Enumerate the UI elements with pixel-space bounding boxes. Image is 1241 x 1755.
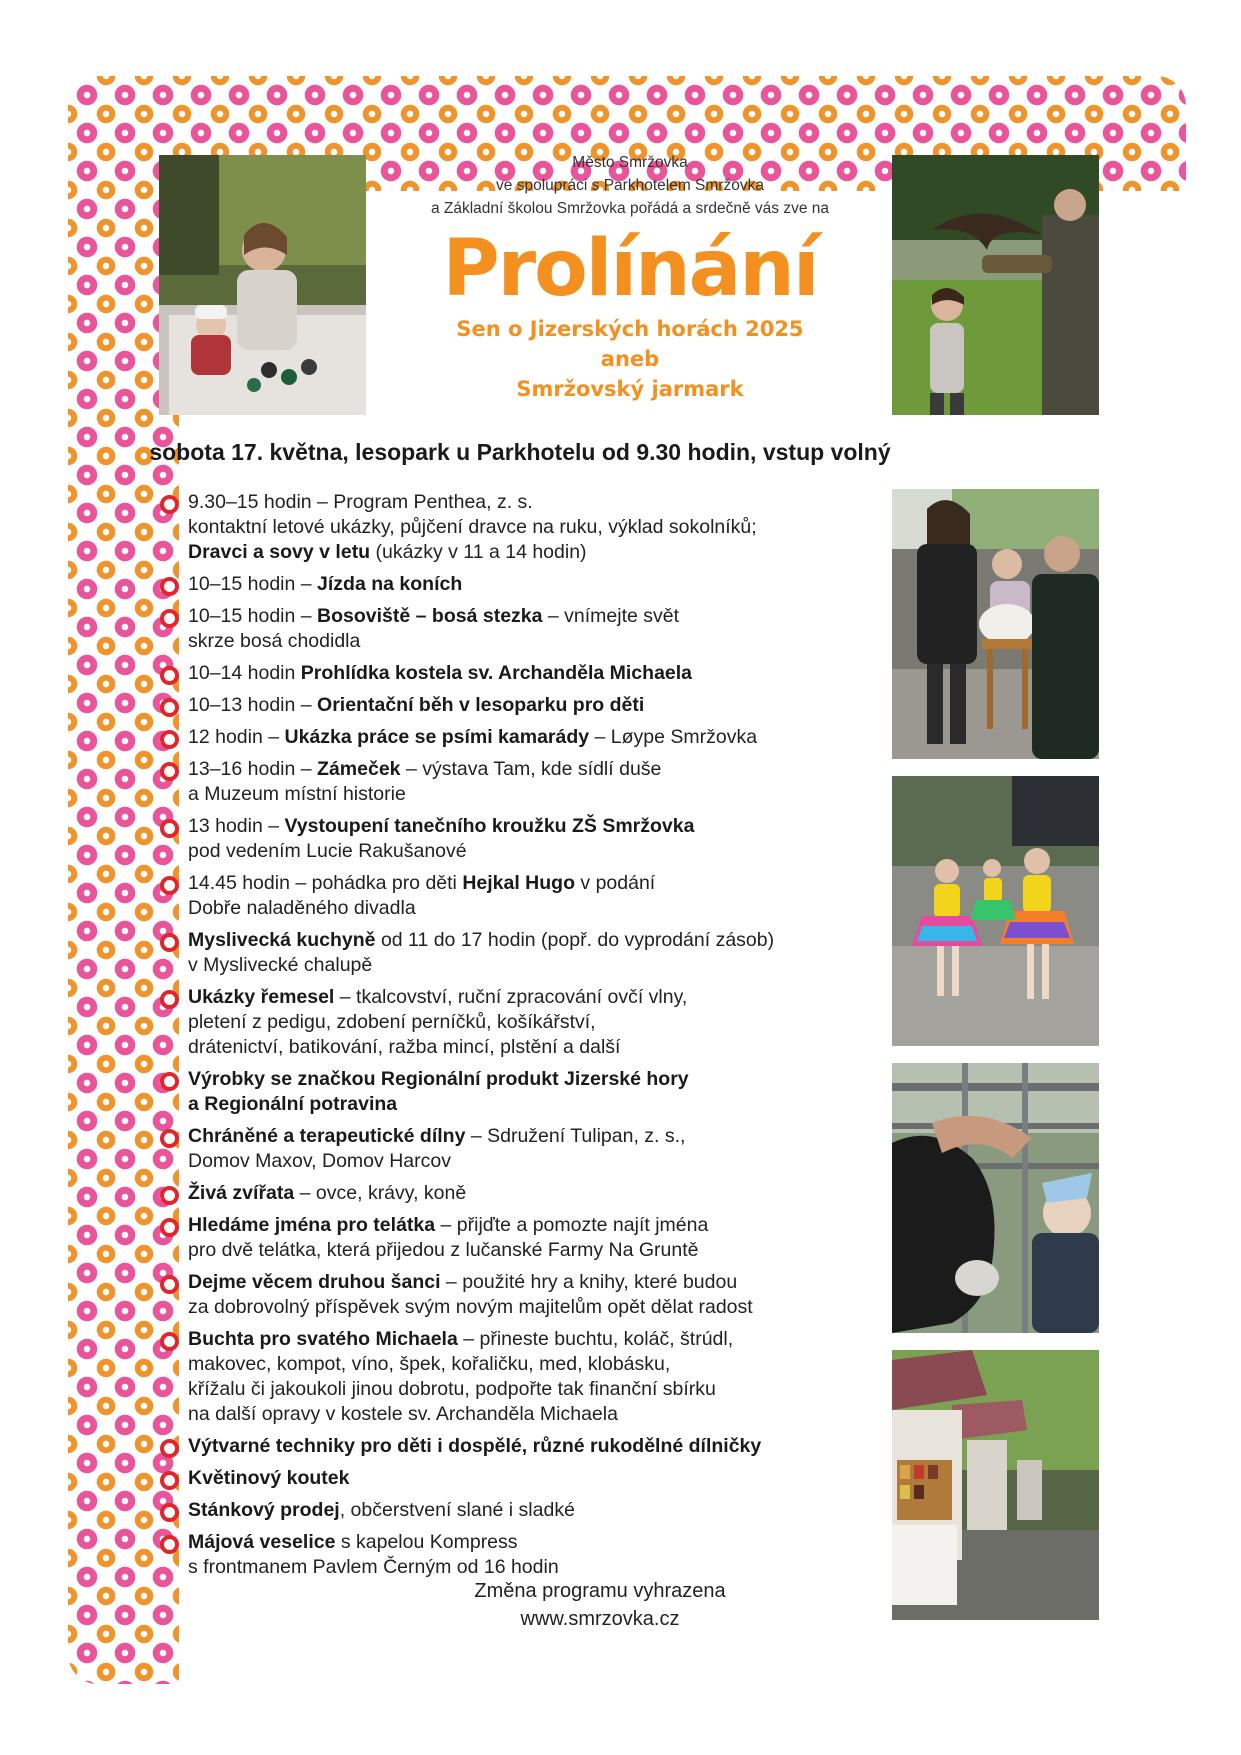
program-item: [158, 757, 878, 807]
program-text: – přineste buchtu, koláč, štrúdl,: [457, 1328, 734, 1350]
program-text: 13–16 hodin –: [188, 758, 318, 780]
program-item: [158, 1124, 878, 1174]
program-highlight: Výrobky se značkou Regionální produkt Jizerské hory: [188, 1068, 689, 1090]
program-highlight: Myslivecká kuchyně: [188, 929, 376, 951]
bullet-icon: [160, 698, 179, 717]
program-highlight: Květinový koutek: [188, 1467, 350, 1489]
bullet-icon: [160, 1072, 179, 1091]
program-highlight: Májová veselice: [188, 1531, 336, 1553]
program-item: [158, 1213, 878, 1263]
program-text: – Løype Smržovka: [589, 726, 758, 748]
program-highlight: Dravci a sovy v letu: [188, 541, 371, 563]
bullet-icon: [160, 1332, 179, 1351]
market-stalls-photo: [892, 1350, 1099, 1620]
children-crowd-photo: [892, 489, 1099, 759]
program-item-line: [188, 1092, 878, 1117]
program-text: pro dvě telátka, která přijedou z lučanské Farmy Na Gruntě: [188, 1239, 699, 1261]
event-subtitle-conjunction: aneb: [600, 347, 660, 371]
program-item-line: [188, 515, 878, 540]
program-item-line: [188, 953, 878, 978]
program-highlight: Chráněné a terapeutické dílny: [188, 1125, 466, 1147]
program-item-line: [188, 896, 878, 921]
program-item-line: [188, 1124, 878, 1149]
program-highlight: Hejkal Hugo: [462, 872, 575, 894]
program-text: – Sdružení Tulipan, z. s.,: [465, 1125, 686, 1147]
program-item: [158, 1466, 878, 1491]
program-item-line: [188, 757, 878, 782]
program-highlight: Orientační běh v lesoparku pro děti: [317, 694, 645, 716]
bullet-icon: [160, 1471, 179, 1490]
program-highlight: Prohlídka kostela sv. Archanděla Michaela: [300, 662, 693, 684]
craft-workshop-photo: [159, 155, 366, 415]
program-item: [158, 693, 878, 718]
program-text: Domov Maxov, Domov Harcov: [188, 1150, 451, 1172]
bullet-icon: [160, 1129, 179, 1148]
program-text: od 11 do 17 hodin (popř. do vyprodání zásob): [375, 929, 775, 951]
program-text: – vnímejte svět: [542, 605, 680, 627]
falconry-photo: [892, 155, 1099, 415]
program-text: pletení z pedigu, zdobení perníčků, košíkářství,: [188, 1011, 596, 1033]
bullet-icon: [160, 666, 179, 685]
program-item-line: [188, 1377, 878, 1402]
program-text: skrze bosá chodidla: [188, 630, 361, 652]
program-item: [158, 1498, 878, 1523]
bullet-icon: [160, 1439, 179, 1458]
bullet-icon: [160, 609, 179, 628]
bullet-icon: [160, 730, 179, 749]
program-change-note: Změna programu vyhrazena: [474, 1580, 726, 1602]
program-item: [158, 985, 878, 1060]
program-item-line: [188, 661, 878, 686]
program-text: s kapelou Kompress: [335, 1531, 518, 1553]
program-text: – ovce, krávy, koně: [294, 1182, 467, 1204]
program-text: (ukázky v 11 a 14 hodin): [370, 541, 587, 563]
bullet-icon: [160, 1218, 179, 1237]
program-item: [158, 928, 878, 978]
program-item-line: [188, 1434, 878, 1459]
website-link[interactable]: www.smrzovka.cz: [520, 1608, 680, 1630]
program-text: 13 hodin –: [188, 815, 285, 837]
program-text: v Myslivecké chalupě: [188, 954, 373, 976]
program-item-line: [188, 540, 878, 565]
program-item-line: [188, 1530, 878, 1555]
program-text: makovec, kompot, víno, špek, kořaličku, med, klobásku,: [188, 1353, 671, 1375]
program-text: za dobrovolný příspěvek svým novým majitelům opět dělat radost: [188, 1296, 753, 1318]
program-text: křížalu či jakoukoli jinou dobrotu, podpořte tak finanční sbírku: [188, 1378, 716, 1400]
program-highlight: Živá zvířata: [188, 1182, 295, 1204]
program-highlight: Buchta pro svatého Michaela: [188, 1328, 458, 1350]
program-text: a Muzeum místní historie: [188, 783, 406, 805]
program-item: [158, 1530, 878, 1580]
event-subtitle: Sen o Jizerských horách 2025: [456, 317, 804, 341]
program-item-line: [188, 693, 878, 718]
program-text: s frontmanem Pavlem Černým od 16 hodin: [188, 1556, 559, 1578]
program-highlight: Jízda na koních: [317, 573, 463, 595]
program-item: [158, 490, 878, 565]
program-highlight: Výtvarné techniky pro děti i dospělé, různé rukodělné dílničky: [188, 1435, 762, 1457]
event-title: Prolínání: [442, 224, 818, 314]
bullet-icon: [160, 1503, 179, 1522]
program-highlight: Bosoviště – bosá stezka: [317, 605, 543, 627]
program-item: [158, 1327, 878, 1427]
program-item-line: [188, 1498, 878, 1523]
program-item-line: [188, 871, 878, 896]
program-text: 9.30–15 hodin – Program Penthea, z. s.: [188, 491, 533, 513]
program-item-line: [188, 1270, 878, 1295]
program-item-line: [188, 985, 878, 1010]
program-highlight: Ukázky řemesel: [188, 986, 335, 1008]
program-item: [158, 604, 878, 654]
program-item-line: [188, 725, 878, 750]
bullet-icon: [160, 1186, 179, 1205]
program-text: pod vedením Lucie Rakušanové: [188, 840, 467, 862]
program-highlight: Hledáme jména pro telátka: [188, 1214, 436, 1236]
program-item-line: [188, 928, 878, 953]
dance-group-photo: [892, 776, 1099, 1046]
program-highlight: Zámeček: [317, 758, 401, 780]
program-text: , občerstvení slané i sladké: [339, 1499, 575, 1521]
program-item: [158, 1270, 878, 1320]
program-item-line: [188, 1295, 878, 1320]
program-item: [158, 572, 878, 597]
event-alt-name: Smržovský jarmark: [516, 377, 744, 401]
program-item-line: [188, 1181, 878, 1206]
program-text: – tkalcovství, ruční zpracování ovčí vlny,: [334, 986, 688, 1008]
program-item-line: [188, 604, 878, 629]
program-item-line: [188, 1010, 878, 1035]
bullet-icon: [160, 1275, 179, 1294]
cooperation-line: ve spolupráci s Parkhotelem Smržovka: [496, 177, 764, 194]
event-header: [380, 151, 880, 404]
organizer-line: Město Smržovka: [572, 154, 688, 171]
program-highlight: Ukázka práce se psími kamarády: [284, 726, 590, 748]
program-text: kontaktní letové ukázky, půjčení dravce na ruku, výklad sokolníků;: [188, 516, 757, 538]
program-item-line: [188, 490, 878, 515]
program-highlight: Stánkový prodej: [188, 1499, 340, 1521]
program-item-line: [188, 782, 878, 807]
bullet-icon: [160, 876, 179, 895]
bullet-icon: [160, 933, 179, 952]
program-item-line: [188, 572, 878, 597]
program-text: – výstava Tam, kde sídlí duše: [400, 758, 662, 780]
program-list: [158, 490, 878, 1587]
invitation-line: a Základní školou Smržovka pořádá a srdečně vás zve na: [430, 200, 830, 217]
program-text: 10–13 hodin –: [188, 694, 318, 716]
program-item-line: [188, 814, 878, 839]
program-item: [158, 871, 878, 921]
program-text: 10–15 hodin –: [188, 573, 318, 595]
program-highlight: a Regionální potravina: [188, 1093, 398, 1115]
program-item-line: [188, 1352, 878, 1377]
bullet-icon: [160, 819, 179, 838]
program-item: [158, 725, 878, 750]
program-text: v podání: [575, 872, 656, 894]
program-item-line: [188, 1466, 878, 1491]
program-item: [158, 814, 878, 864]
program-text: na další opravy v kostele sv. Archanděla Michaela: [188, 1403, 618, 1425]
footer: [440, 1577, 760, 1633]
program-item-line: [188, 1035, 878, 1060]
program-item: [158, 1181, 878, 1206]
program-item-line: [188, 1149, 878, 1174]
bullet-icon: [160, 495, 179, 514]
program-item-line: [188, 1327, 878, 1352]
program-highlight: Dejme věcem druhou šanci: [188, 1271, 441, 1293]
program-text: drátenictví, batikování, ražba mincí, plstění a další: [188, 1036, 621, 1058]
program-text: – přijďte a pomozte najít jména: [435, 1214, 709, 1236]
program-item: [158, 1067, 878, 1117]
program-item-line: [188, 1238, 878, 1263]
program-text: 12 hodin –: [188, 726, 285, 748]
bullet-icon: [160, 1535, 179, 1554]
program-text: Dobře naladěného divadla: [188, 897, 416, 919]
program-text: 10–15 hodin –: [188, 605, 318, 627]
program-item: [158, 1434, 878, 1459]
bullet-icon: [160, 762, 179, 781]
date-location-line: sobota 17. května, lesopark u Parkhotelu od 9.30 hodin, vstup volný: [149, 439, 891, 465]
program-item-line: [188, 1213, 878, 1238]
program-item-line: [188, 629, 878, 654]
program-item: [158, 661, 878, 686]
program-item-line: [188, 1067, 878, 1092]
program-text: – použité hry a knihy, které budou: [440, 1271, 738, 1293]
program-text: 10–14 hodin: [188, 662, 301, 684]
program-highlight: Vystoupení tanečního kroužku ZŠ Smržovka: [284, 815, 695, 837]
program-text: 14.45 hodin – pohádka pro děti: [188, 872, 463, 894]
calf-petting-photo: [892, 1063, 1099, 1333]
bullet-icon: [160, 577, 179, 596]
bullet-icon: [160, 990, 179, 1009]
program-item-line: [188, 839, 878, 864]
program-item-line: [188, 1402, 878, 1427]
